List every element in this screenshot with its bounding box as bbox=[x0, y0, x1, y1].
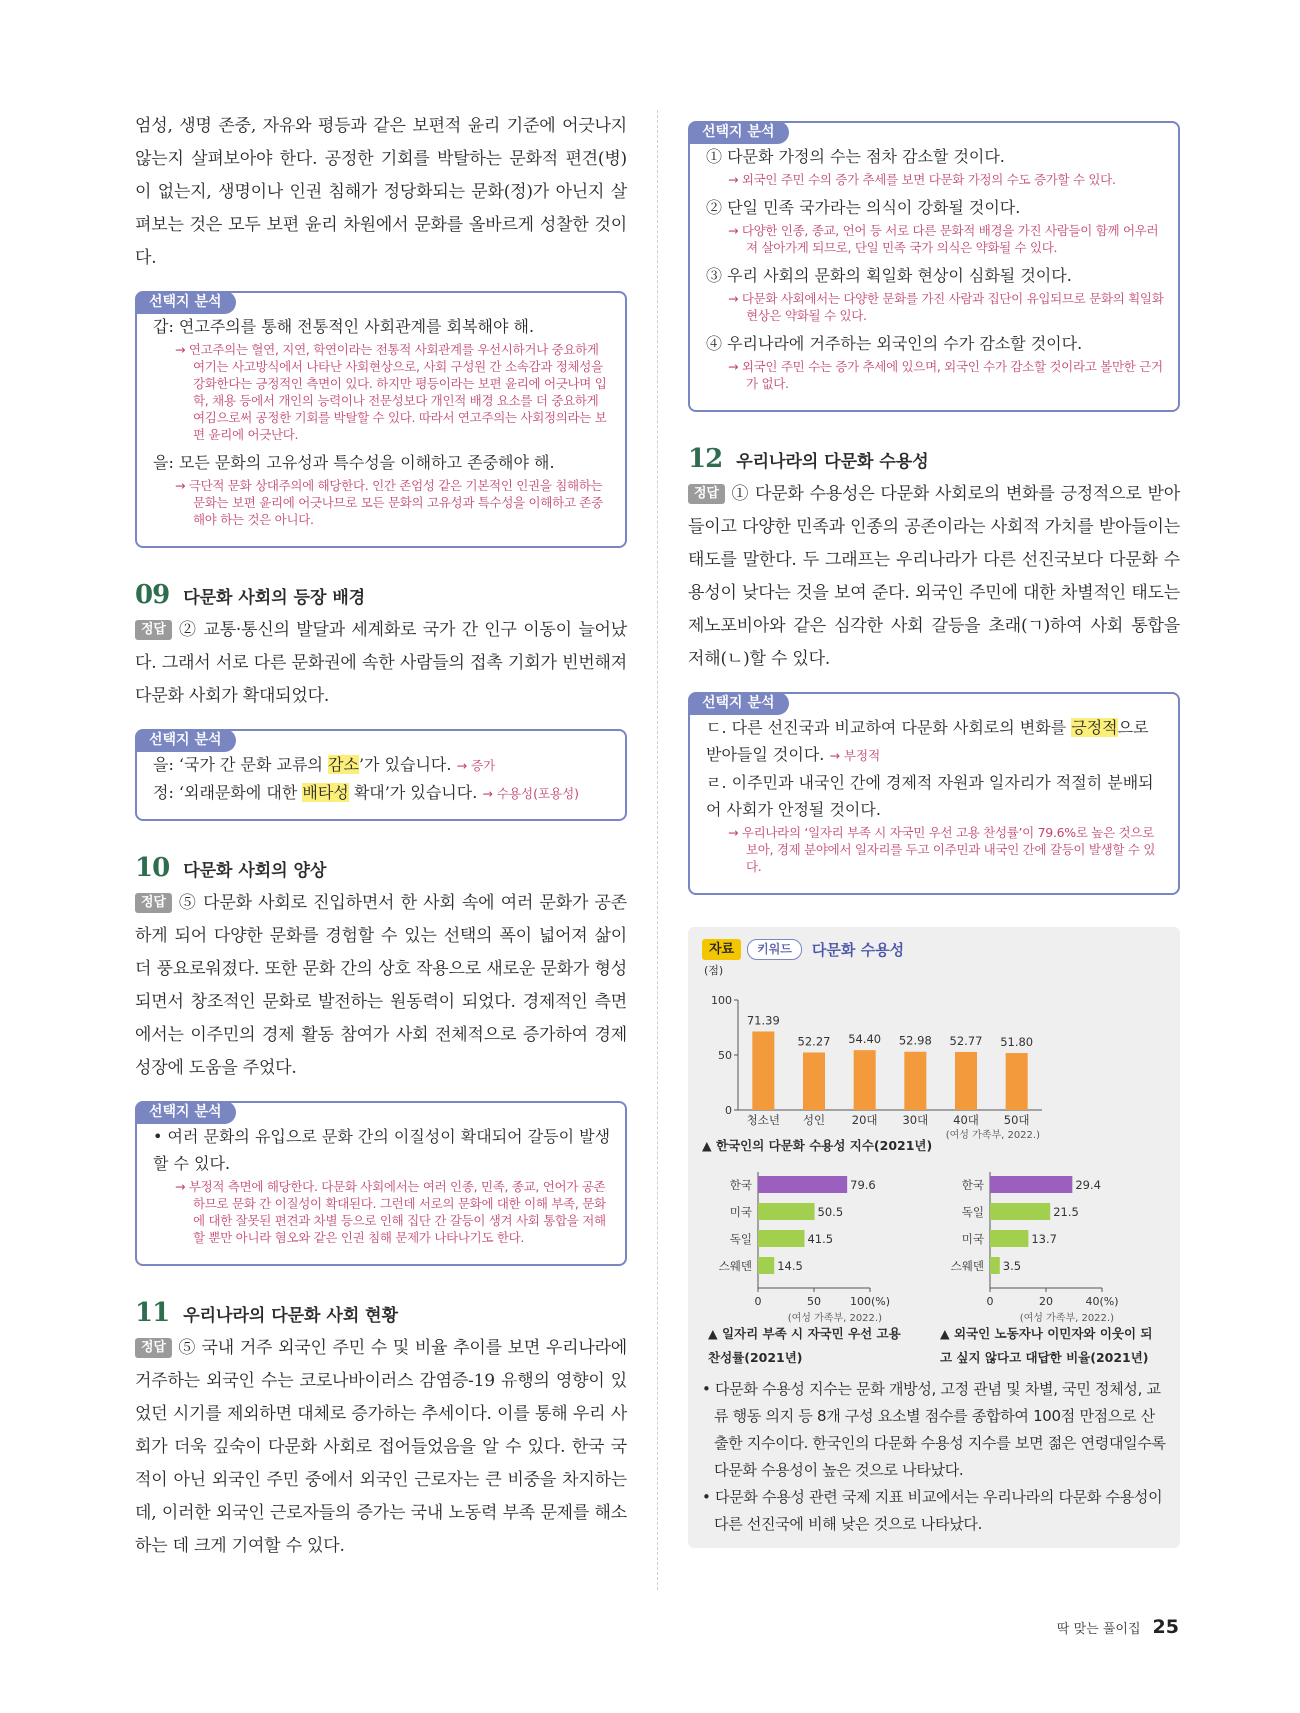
choice-line: ㄷ. 다른 선진국과 비교하여 다문화 사회로의 변화를 긍정적으로 받아들일 것이다. → 부정적 bbox=[706, 718, 1149, 764]
chart-caption: ▲ 일자리 부족 시 자국민 우선 고용 bbox=[708, 1326, 901, 1341]
analysis-box bbox=[135, 729, 627, 821]
x-tick-label: 40대 bbox=[953, 1113, 979, 1127]
data-label: 50.5 bbox=[817, 1205, 844, 1219]
choice-line: 정: ‘외래문화에 대한 배타성 확대’가 있습니다. → 수용성(포용성) bbox=[153, 783, 580, 802]
answer-text: ⑤ 국내 거주 외국인 주민 수 및 비율 추이를 보면 우리나라에 거주하는 외국인 수는 코로나바이러스 감염증-19 유행의 영향이 있었던 시기를 제외하면 대체로 증가하는 추세이다. 이를 통해 우리 사회가 더욱 깊숙이 다문화 사회로 접어들었음을 알 수 있다. 한국 국적이 아닌 외국인 주민 중에서 외국인 근로자는 큰 비중을 차지하는데, 이러한 외국인 근로자들의 증가는 국내 노동력 부족 문제를 해소하는 데 크게 기여할 수 있다. bbox=[135, 1338, 627, 1556]
page-number: 25 bbox=[1152, 1616, 1179, 1638]
x-tick-label: 0 bbox=[986, 1295, 994, 1308]
category-label: 미국 bbox=[729, 1205, 752, 1219]
answer-paragraph bbox=[135, 887, 627, 1085]
category-label: 미국 bbox=[961, 1232, 984, 1246]
analysis-box bbox=[135, 1101, 627, 1266]
bar bbox=[904, 1052, 926, 1110]
choice-note: → 다양한 인종, 종교, 언어 등 서로 다른 문화적 배경을 가진 사람들이 함께 어우러져 살아가게 되므로, 단일 민족 국가 의식은 약화될 수 있다. bbox=[728, 223, 1159, 255]
data-tag: 자료 bbox=[702, 939, 741, 960]
choice-line: ③ 우리 사회의 문화의 획일화 현상이 심화될 것이다. bbox=[706, 266, 1072, 285]
bar bbox=[990, 1230, 1028, 1247]
intro-paragraph: 엄성, 생명 존중, 자유와 평등과 같은 보편적 윤리 기준에 어긋나지 않는지 살펴보아야 한다. 공정한 기회를 박탈하는 문화적 편견(병)이 없는지, 생명이나 인권 침해가 정당화되는 문화(정)가 아닌지 살펴보는 것은 모두 보편 윤리 차원에서 문화를 올바르게 성찰한 것이다. bbox=[135, 116, 627, 268]
choice-note: → 극단적 문화 상대주의에 해당한다. 인간 존엄성 같은 기본적인 인권을 침해하는 문화는 보편 윤리에 어긋나므로 모든 문화의 고유성과 특수성을 이해하고 존중해야 하는 것은 아니다. bbox=[175, 478, 603, 527]
analysis-tab: 선택지 분석 bbox=[688, 121, 789, 144]
bar bbox=[758, 1203, 815, 1220]
answer-text: ① 다문화 수용성은 다문화 사회로의 변화를 긍정적으로 받아들이고 다양한 민족과 인종의 공존이라는 사회적 가치를 받아들이는 태도를 말한다. 두 그래프는 우리나라가 다른 선진국보다 다문화 수용성이 낮다는 것을 보여 준다. 외국인 주민에 대한 차별적인 태도는 제노포비아와 같은 심각한 사회 갈등을 초래(ㄱ)하여 사회 통합을 저해(ㄴ)할 수 있다. bbox=[688, 484, 1180, 669]
summary-bullet: • 다문화 수용성 지수는 문화 개방성, 고정 관념 및 차별, 국민 정체성, 교류 행동 의지 등 8개 구성 요소별 점수를 종합하여 100점 만점으로 산출한 지수이다. 한국인의 다문화 수용성 지수를 보면 젊은 연령대일수록 다문화 수용성이 높은 것으로 나타났다. bbox=[702, 1380, 1166, 1479]
chart-source: (여성 가족부, 2022.) bbox=[787, 1313, 882, 1324]
x-tick-label: 성인 bbox=[802, 1113, 826, 1127]
left-column bbox=[135, 110, 627, 1563]
page-footer bbox=[1057, 1616, 1179, 1638]
bar bbox=[990, 1176, 1072, 1193]
data-panel bbox=[688, 927, 1180, 1548]
data-label: 14.5 bbox=[777, 1259, 803, 1273]
choice-line: ① 다문화 가정의 수는 점차 감소할 것이다. bbox=[706, 147, 1005, 166]
column-divider bbox=[657, 110, 658, 1590]
category-label: 한국 bbox=[729, 1178, 752, 1192]
x-tick-label: 0 bbox=[754, 1295, 762, 1308]
bar bbox=[758, 1176, 847, 1193]
analysis-box-top bbox=[688, 121, 1180, 412]
acceptance-index-chart bbox=[702, 960, 1166, 1141]
data-label: 52.77 bbox=[949, 1033, 983, 1048]
answer-text: ② 교통·통신의 발달과 세계화로 국가 간 인구 이동이 늘어났다. 그래서 서로 다른 문화권에 속한 사람들의 접촉 기회가 빈번해져 다문화 사회가 확대되었다. bbox=[135, 620, 627, 706]
keyword-tag: 키워드 bbox=[747, 939, 802, 960]
x-tick-label: 30대 bbox=[902, 1113, 929, 1127]
chart-caption: 찬성률(2021년) bbox=[708, 1350, 803, 1365]
choice-note: → 우리나라의 ‘일자리 부족 시 자국민 우선 고용 찬성률’이 79.6%로 높은 것으로 보아, 경제 분야에서 일자리를 두고 이주민과 내국인 간에 갈등이 발생할 수 있다. bbox=[728, 825, 1156, 874]
answer-paragraph bbox=[135, 614, 627, 713]
question-number: 12 bbox=[688, 444, 723, 474]
bar bbox=[803, 1053, 825, 1110]
priority-hiring-chart bbox=[702, 1162, 934, 1322]
answer-badge: 정답 bbox=[688, 484, 725, 504]
choice-note: → 증가 bbox=[456, 758, 496, 773]
question-10 bbox=[135, 853, 627, 1266]
category-label: 스웨덴 bbox=[718, 1259, 752, 1273]
y-tick-label: 50 bbox=[718, 1049, 732, 1062]
choice-note: → 연고주의는 혈연, 지연, 학연이라는 전통적 사회관계를 우선시하거나 중요하게 여기는 사고방식에서 나타난 사회현상으로, 사회 구성원 간 소속감과 정체성을 강화한다는 긍정적인 측면이 있다. 하지만 평등이라는 보편 윤리에 어긋나며 입학, 채용 등에서 개인의 능력이나 전문성보다 개인적 배경 요소를 더 중요하게 여김으로써 공정한 기회를 박탈할 수 있다. 따라서 연고주의는 사회정의라는 보편 윤리에 어긋난다. bbox=[175, 342, 607, 442]
answer-text: ⑤ 다문화 사회로 진입하면서 한 사회 속에 여러 문화가 공존하게 되어 다양한 문화를 경험할 수 있는 선택의 폭이 넓어져 삶이 더 풍요로워졌다. 또한 문화 간의 상호 작용으로 새로운 문화가 형성되면서 창조적인 문화로 발전하는 원동력이 되었다. 경제적인 측면에서는 이주민의 경제 활동 참여가 사회 전체적으로 증가하여 경제 성장에 도움을 주었다. bbox=[135, 893, 627, 1078]
x-tick-label: 50 bbox=[807, 1295, 821, 1308]
question-title: 우리나라의 다문화 수용성 bbox=[736, 452, 929, 472]
answer-badge: 정답 bbox=[135, 620, 172, 640]
analysis-tab: 선택지 분석 bbox=[135, 729, 236, 752]
question-11 bbox=[135, 1298, 627, 1563]
highlight: 긍정적 bbox=[1071, 718, 1118, 737]
y-axis-label: (점) bbox=[704, 964, 724, 977]
choice-note: → 부정적 측면에 해당한다. 다문화 사회에서는 여러 인종, 민족, 종교, 언어가 공존하므로 문화 간 이질성이 확대된다. 그런데 서로의 문화에 대한 이해 부족, 문화에 대한 잘못된 편견과 차별 등으로 인해 집단 간 갈등이 생겨 사회 통합을 저해할 뿐만 아니라 혐오와 같은 인권 침해 문제가 나타나기도 한다. bbox=[175, 1179, 606, 1245]
x-tick-label: 100(%) bbox=[849, 1295, 891, 1308]
answer-paragraph bbox=[688, 478, 1180, 676]
choice-line: ㄹ. 이주민과 내국인 간에 경제적 자원과 일자리가 적절히 분배되어 사회가 안정될 것이다. bbox=[706, 773, 1154, 819]
chart-caption: 고 싶지 않다고 대답한 비율(2021년) bbox=[940, 1350, 1149, 1365]
bar bbox=[1006, 1053, 1028, 1110]
chart-caption: ▲ 한국인의 다문화 수용성 지수(2021년) bbox=[702, 1138, 933, 1153]
choice-line: 갑: 연고주의를 통해 전통적인 사회관계를 회복해야 해. bbox=[153, 317, 535, 336]
question-title: 다문화 사회의 등장 배경 bbox=[183, 588, 366, 608]
answer-badge: 정답 bbox=[135, 1338, 172, 1358]
choice-line: ② 단일 민족 국가라는 의식이 강화될 것이다. bbox=[706, 198, 1021, 217]
analysis-tab: 선택지 분석 bbox=[688, 692, 789, 715]
choice-note: → 부정적 bbox=[829, 748, 881, 763]
bar bbox=[752, 1031, 774, 1110]
question-number: 11 bbox=[135, 1298, 170, 1328]
bar bbox=[854, 1050, 876, 1110]
chart-source: (여성 가족부, 2022.) bbox=[1019, 1313, 1114, 1324]
question-number: 09 bbox=[135, 580, 170, 610]
answer-paragraph bbox=[135, 1332, 627, 1563]
bar bbox=[758, 1257, 774, 1274]
x-tick-label: 20대 bbox=[851, 1113, 878, 1127]
choice-line: ④ 우리나라에 거주하는 외국인의 수가 감소할 것이다. bbox=[706, 334, 1083, 353]
y-tick-label: 100 bbox=[711, 994, 732, 1007]
highlight: 감소 bbox=[328, 755, 359, 774]
category-label: 스웨덴 bbox=[950, 1259, 984, 1273]
panel-title: 다문화 수용성 bbox=[811, 941, 905, 959]
x-tick-label: 50대 bbox=[1003, 1113, 1030, 1127]
analysis-tab: 선택지 분석 bbox=[135, 1101, 236, 1124]
x-tick-label: 20 bbox=[1039, 1295, 1053, 1308]
category-label: 독일 bbox=[729, 1232, 752, 1246]
choice-line: 을: ‘국가 간 문화 교류의 감소’가 있습니다. → 증가 bbox=[153, 755, 496, 774]
neighbor-refusal-chart bbox=[934, 1162, 1166, 1322]
analysis-box bbox=[688, 692, 1180, 895]
data-label: 21.5 bbox=[1053, 1205, 1079, 1219]
question-09 bbox=[135, 580, 627, 821]
x-tick-label: 40(%) bbox=[1085, 1295, 1119, 1308]
footer-label: 딱 맞는 풀이집 bbox=[1056, 1622, 1141, 1637]
summary-bullet: • 다문화 수용성 관련 국제 지표 비교에서는 우리나라의 다문화 수용성이 다른 선진국에 비해 낮은 것으로 나타났다. bbox=[702, 1488, 1163, 1533]
question-title: 우리나라의 다문화 사회 현황 bbox=[183, 1306, 399, 1326]
answer-badge: 정답 bbox=[135, 893, 172, 913]
choice-note: → 외국인 주민 수는 증가 추세에 있으며, 외국인 수가 감소할 것이라고 볼만한 근거가 없다. bbox=[728, 359, 1163, 391]
question-number: 10 bbox=[135, 853, 170, 883]
data-label: 29.4 bbox=[1075, 1178, 1101, 1192]
analysis-box-1 bbox=[135, 291, 627, 548]
data-label: 41.5 bbox=[807, 1232, 834, 1246]
chart-source: (여성 가족부, 2022.) bbox=[945, 1130, 1040, 1141]
choice-note: → 다문화 사회에서는 다양한 문화를 가진 사람과 집단이 유입되므로 문화의 획일화 현상은 약화될 수 있다. bbox=[728, 291, 1164, 323]
choice-note: → 수용성(포용성) bbox=[482, 786, 580, 801]
data-label: 54.40 bbox=[848, 1032, 882, 1047]
category-label: 한국 bbox=[961, 1178, 984, 1192]
right-column bbox=[688, 110, 1180, 1548]
analysis-tab: 선택지 분석 bbox=[135, 291, 236, 314]
data-label: 3.5 bbox=[1002, 1259, 1022, 1273]
bar bbox=[990, 1203, 1050, 1220]
data-label: 71.39 bbox=[746, 1013, 780, 1028]
category-label: 독일 bbox=[961, 1205, 984, 1219]
data-label: 52.98 bbox=[898, 1033, 932, 1048]
data-label: 79.6 bbox=[850, 1178, 876, 1192]
y-tick-label: 0 bbox=[725, 1104, 732, 1117]
question-title: 다문화 사회의 양상 bbox=[183, 861, 327, 881]
highlight: 배타성 bbox=[302, 783, 349, 802]
choice-line: 을: 모든 문화의 고유성과 특수성을 이해하고 존중해야 해. bbox=[153, 453, 555, 472]
bar bbox=[955, 1052, 977, 1110]
bar bbox=[990, 1257, 1000, 1274]
data-label: 52.27 bbox=[797, 1034, 831, 1049]
data-label: 51.80 bbox=[1000, 1035, 1034, 1050]
choice-note: → 외국인 주민 수의 증가 추세를 보면 다문화 가정의 수도 증가할 수 있다. bbox=[728, 172, 1116, 187]
chart-caption: ▲ 외국인 노동자나 이민자와 이웃이 되 bbox=[940, 1326, 1153, 1341]
bar bbox=[758, 1230, 804, 1247]
data-label: 13.7 bbox=[1031, 1232, 1057, 1246]
question-12 bbox=[688, 444, 1180, 895]
x-tick-label: 청소년 bbox=[746, 1113, 780, 1127]
choice-line: • 여러 문화의 유입으로 문화 간의 이질성이 확대되어 갈등이 발생할 수 있다. bbox=[153, 1127, 611, 1173]
